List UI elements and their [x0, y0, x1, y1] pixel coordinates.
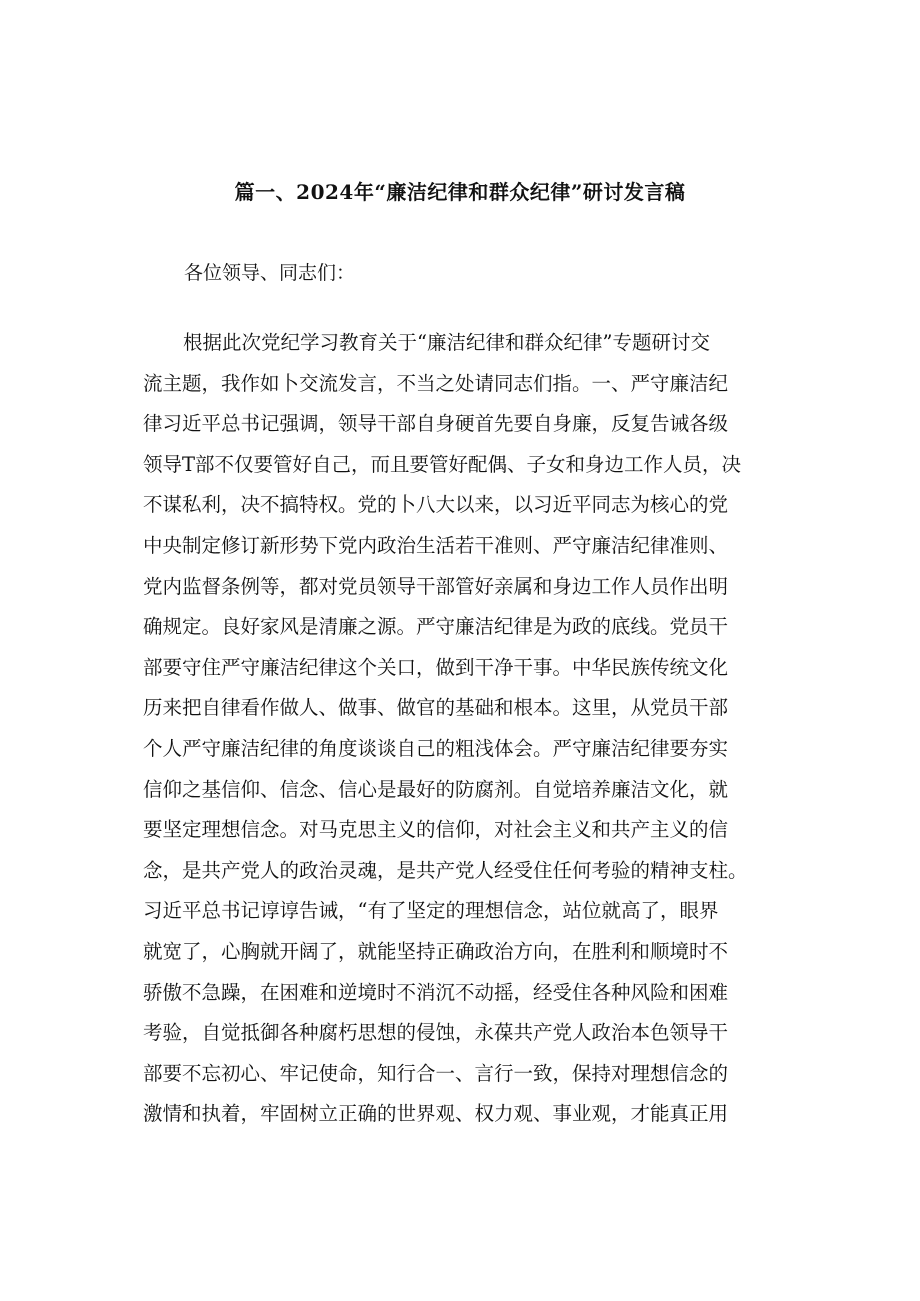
- body-text-line: 流主题，我作如卜交流发言，不当之处请同志们指。一、严守廉洁纪: [143, 371, 729, 395]
- body-text-line: 律习近平总书记强调，领导干部自身硬首先要自身廉，反复告诫各级: [143, 412, 729, 436]
- body-text-line: 党内监督条例等，都对党员领导干部管好亲属和身边工作人员作出明: [143, 574, 729, 598]
- body-text-line: 激情和执着，牢固树立正确的世界观、权力观、事业观，才能真正用: [143, 1102, 729, 1126]
- body-text-line: 根据此次党纪学习教育关于“廉洁纪律和群众纪律”专题研讨交: [183, 331, 710, 354]
- body-text-line: 要坚定理想信念。对马克思主义的信仰，对社会主义和共产主义的信: [143, 818, 729, 842]
- salutation: 各位领导、同志们：: [184, 262, 356, 284]
- body-text-line: 确规定。良好家风是清廉之源。严守廉洁纪律是为政的底线。党员干: [143, 615, 729, 639]
- body-text: [143, 323, 783, 1135]
- body-text-line: 部要不忘初心、牢记使命，知行合一、言行一致，保持对理想信念的: [143, 1061, 729, 1085]
- document-title: 篇一、2024年“廉洁纪律和群众纪律”研讨发言稿: [234, 180, 686, 204]
- body-text-line: 考验，自觉抵御各种腐朽思想的侵蚀，永葆共产党人政治本色领导干: [143, 1021, 729, 1045]
- body-text-line: 领导T部不仅要管好自己，而且要管好配偶、子女和身边工作人员，决: [143, 452, 742, 476]
- body-text-line: 骄傲不急躁，在困难和逆境时不消沉不动摇，经受住各种风险和困难: [143, 980, 729, 1004]
- body-text-line: 部要守住严守廉洁纪律这个关口，做到干净干事。中华民族传统文化: [143, 655, 729, 679]
- body-text-line: 念，是共产党人的政治灵魂，是共产党人经受住任何考验的精神支柱。: [143, 858, 748, 882]
- body-text-line: 信仰之基信仰、信念、信心是最好的防腐剂。自觉培养廉洁文化，就: [143, 777, 729, 801]
- body-text-line: 不谋私利，决不搞特权。党的卜八大以来，以习近平同志为核心的党: [143, 493, 729, 517]
- body-text-line: 就宽了，心胸就开阔了，就能坚持正确政治方向，在胜利和顺境时不: [143, 939, 729, 963]
- body-text-line: 历来把自律看作做人、做事、做官的基础和根本。这里，从党员干部: [143, 696, 729, 720]
- body-text-line: 个人严守廉洁纪律的角度谈谈自己的粗浅体会。严守廉洁纪律要夯实: [143, 736, 729, 760]
- body-text-line: 习近平总书记谆谆告诫，“有了坚定的理想信念，站位就高了，眼界: [143, 899, 719, 923]
- body-text-line: 中央制定修订新形势下党内政治生活若干准则、严守廉洁纪律准则、: [143, 533, 729, 557]
